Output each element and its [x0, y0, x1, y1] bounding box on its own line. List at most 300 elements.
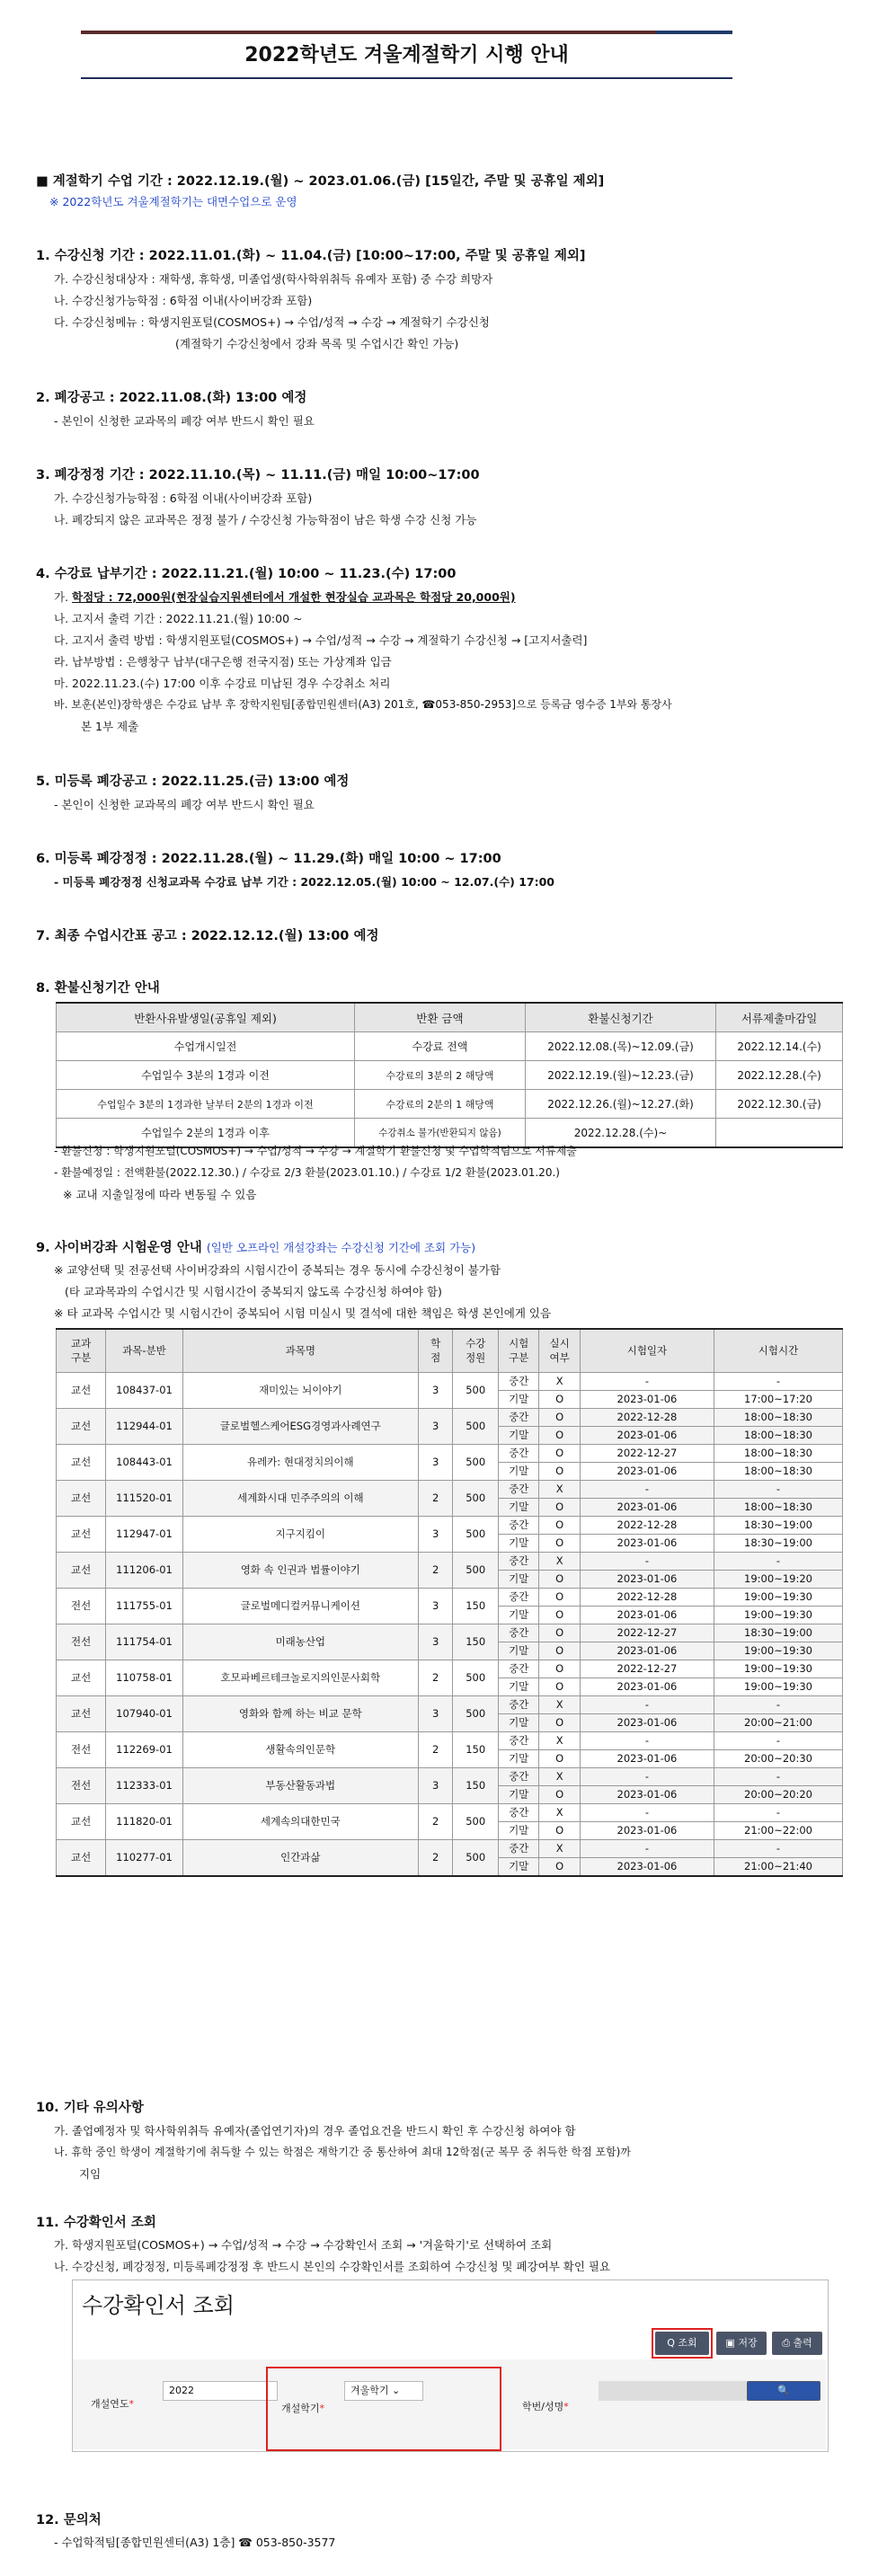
exam-cell-type: 기말 [498, 1462, 538, 1480]
save-icon: ▣ [725, 2337, 739, 2349]
exam-cell-credit: 3 [418, 1516, 453, 1552]
exam-cell-time: 18:30~19:00 [714, 1516, 843, 1534]
refund-row [57, 1090, 843, 1119]
title-bar-top-accent [656, 31, 732, 34]
s4-item: 바. 보훈(본인)장학생은 수강료 납부 후 장학지원팀[종합민원센터(A3) 201호, ☎053-850-2953]으로 등록금 영수증 1부와 통장사 [54, 698, 672, 711]
exam-cell-type: 기말 [498, 1642, 538, 1660]
exam-cell-time: 19:00~19:20 [714, 1570, 843, 1588]
exam-cell-capacity: 500 [453, 1839, 499, 1876]
exam-cell-capacity: 500 [453, 1803, 499, 1839]
required-mark: * [129, 2398, 135, 2410]
exam-cell-type: 기말 [498, 1749, 538, 1767]
exam-cell-capacity: 500 [453, 1552, 499, 1588]
s8-heading: 8. 환불신청기간 안내 [36, 981, 160, 996]
exam-cell-type: 기말 [498, 1570, 538, 1588]
exam-cell-capacity: 500 [453, 1444, 499, 1480]
exam-cell-code: 111755-01 [106, 1588, 182, 1624]
title-underline [81, 77, 732, 79]
find-student-button[interactable] [747, 2381, 820, 2401]
exam-header: 교과 구분 [57, 1329, 106, 1372]
exam-cell-date: - [580, 1803, 714, 1821]
s4-heading: 4. 수강료 납부기간 : 2022.11.21.(월) 10:00 ~ 11.23.(수) 17:00 [36, 567, 457, 581]
s6-heading: 6. 미등록 폐강정정 : 2022.11.28.(월) ~ 11.29.(화) 매일 10:00 ~ 17:00 [36, 852, 501, 866]
exam-header-row [57, 1329, 843, 1372]
exam-cell-type: 기말 [498, 1677, 538, 1695]
exam-cell-date: 2023-01-06 [580, 1570, 714, 1588]
exam-cell-date: 2023-01-06 [580, 1498, 714, 1516]
exam-row [57, 1731, 843, 1749]
exam-cell-held: O [539, 1677, 580, 1695]
exam-cell-credit: 3 [418, 1695, 453, 1731]
exam-cell-type: 중간 [498, 1480, 538, 1498]
exam-cell-date: 2023-01-06 [580, 1821, 714, 1839]
exam-cell-held: O [539, 1426, 580, 1444]
s5-item: - 본인이 신청한 교과목의 폐강 여부 반드시 확인 필요 [54, 798, 315, 811]
exam-cell-name: 글로벌헬스케어ESG경영과사례연구 [182, 1408, 418, 1444]
exam-cell-date: 2022-12-27 [580, 1624, 714, 1642]
exam-cell-type: 중간 [498, 1624, 538, 1642]
exam-cell-credit: 2 [418, 1480, 453, 1516]
exam-cell-code: 111206-01 [106, 1552, 182, 1588]
s8-note: - 환불신청 : 학생지원포털(COSMOS+) → 수업/성적 → 수강 → 계절학기 환불신청 및 수업학적팀으로 서류제출 [54, 1145, 577, 1157]
exam-cell-held: X [539, 1731, 580, 1749]
print-button[interactable] [772, 2332, 822, 2355]
exam-cell-type: 기말 [498, 1857, 538, 1876]
exam-cell-date: 2022-12-28 [580, 1516, 714, 1534]
exam-cell-category: 교선 [57, 1408, 106, 1444]
refund-cell: 2022.12.19.(월)~12.23.(금) [525, 1061, 715, 1090]
save-button[interactable] [716, 2332, 767, 2355]
exam-cell-type: 중간 [498, 1516, 538, 1534]
exam-cell-date: 2023-01-06 [580, 1677, 714, 1695]
exam-cell-time: 20:00~20:20 [714, 1785, 843, 1803]
exam-cell-time: 19:00~19:30 [714, 1677, 843, 1695]
exam-cell-credit: 3 [418, 1588, 453, 1624]
exam-cell-name: 재미있는 뇌이야기 [182, 1372, 418, 1408]
refund-cell: 2022.12.08.(목)~12.09.(금) [525, 1032, 715, 1061]
exam-cell-capacity: 500 [453, 1408, 499, 1444]
exam-cell-time: 17:00~17:20 [714, 1390, 843, 1408]
s10-item: 나. 휴학 중인 학생이 계절학기에 취득할 수 있는 학점은 재학기간 중 통산하여 최대 12학점(군 복무 중 취득한 학점 포함)까 [54, 2146, 631, 2158]
exam-cell-time: 21:00~22:00 [714, 1821, 843, 1839]
exam-cell-time: - [714, 1731, 843, 1749]
exam-cell-held: O [539, 1642, 580, 1660]
refund-header: 반환 금액 [355, 1003, 526, 1032]
refund-cell: 수업개시일전 [57, 1032, 355, 1061]
exam-cell-time: 20:00~21:00 [714, 1713, 843, 1731]
exam-cell-held: O [539, 1462, 580, 1480]
exam-cell-type: 기말 [498, 1390, 538, 1408]
s9-note: (타 교과목과의 수업시간 및 시험시간이 중복되지 않도록 수강신청 하여야 함) [65, 1285, 442, 1298]
exam-cell-held: O [539, 1857, 580, 1876]
exam-cell-name: 생활속의인문학 [182, 1731, 418, 1767]
refund-cell: 수강취소 불가(반환되지 않음) [355, 1119, 526, 1148]
id-label [522, 2399, 569, 2413]
exam-cell-date: 2023-01-06 [580, 1390, 714, 1408]
exam-cell-category: 교선 [57, 1695, 106, 1731]
exam-cell-time: 19:00~19:30 [714, 1588, 843, 1606]
exam-cell-type: 기말 [498, 1785, 538, 1803]
exam-cell-credit: 3 [418, 1408, 453, 1444]
s12-item: - 수업학적팀[종합민원센터(A3) 1층] ☎ 053-850-3577 [54, 2536, 336, 2549]
exam-cell-time: 19:00~19:30 [714, 1642, 843, 1660]
exam-cell-held: X [539, 1372, 580, 1390]
exam-cell-type: 중간 [498, 1731, 538, 1749]
s4-item-a-prefix: 가. [54, 590, 73, 604]
exam-cell-credit: 2 [418, 1552, 453, 1588]
exam-cell-name: 세계속의대한민국 [182, 1803, 418, 1839]
exam-cell-type: 기말 [498, 1606, 538, 1624]
refund-row [57, 1032, 843, 1061]
refund-header-row [57, 1003, 843, 1032]
exam-cell-name: 세계화시대 민주주의의 이해 [182, 1480, 418, 1516]
exam-cell-time: 19:00~19:30 [714, 1606, 843, 1624]
s7-heading: 7. 최종 수업시간표 공고 : 2022.12.12.(월) 13:00 예정 [36, 929, 379, 943]
chevron-down-icon: ⌄ [392, 2385, 401, 2396]
s8-note: ※ 교내 지출일정에 따라 변동될 수 있음 [63, 1188, 257, 1201]
refund-cell: 수업일수 3분의 1경과한 날부터 2분의 1경과 이전 [57, 1090, 355, 1119]
exam-cell-held: X [539, 1767, 580, 1785]
s10-item: 가. 졸업예정자 및 학사학위취득 유예자(졸업연기자)의 경우 졸업요건을 반드시 확인 후 수강신청 하여야 함 [54, 2124, 576, 2138]
required-mark: * [563, 2401, 569, 2412]
exam-cell-credit: 3 [418, 1372, 453, 1408]
exam-cell-date: 2022-12-28 [580, 1408, 714, 1426]
s10-heading: 10. 기타 유의사항 [36, 2101, 144, 2115]
exam-cell-name: 유레카: 현대정치의이해 [182, 1444, 418, 1480]
exam-cell-credit: 2 [418, 1839, 453, 1876]
exam-table [56, 1328, 843, 1877]
screenshot-panel [72, 2279, 829, 2452]
exam-header: 수강 정원 [453, 1329, 499, 1372]
exam-cell-capacity: 150 [453, 1767, 499, 1803]
exam-row [57, 1372, 843, 1390]
s1-item: 가. 수강신청대상자 : 재학생, 휴학생, 미졸업생(학사학위취득 유예자 포함) 중 수강 희망자 [54, 272, 493, 286]
exam-cell-time: 21:00~21:40 [714, 1857, 843, 1876]
exam-cell-time: 18:00~18:30 [714, 1444, 843, 1462]
refund-table [56, 1002, 843, 1148]
id-input[interactable] [599, 2381, 660, 2401]
exam-cell-code: 112333-01 [106, 1767, 182, 1803]
s11-heading: 11. 수강확인서 조회 [36, 2216, 156, 2230]
s2-heading: 2. 폐강공고 : 2022.11.08.(화) 13:00 예정 [36, 391, 307, 405]
s1-heading: 1. 수강신청 기간 : 2022.11.01.(화) ~ 11.04.(금) [10:00~17:00, 주말 및 공휴일 제외] [36, 249, 586, 263]
exam-cell-category: 교선 [57, 1372, 106, 1408]
exam-row [57, 1803, 843, 1821]
exam-cell-capacity: 500 [453, 1480, 499, 1516]
exam-cell-held: O [539, 1390, 580, 1408]
intro-period: ■ 계절학기 수업 기간 : 2022.12.19.(월) ~ 2023.01.06.(금) [15일간, 주말 및 공휴일 제외] [36, 174, 605, 189]
exam-cell-type: 중간 [498, 1444, 538, 1462]
search-button-label: Q 조회 [667, 2337, 697, 2349]
exam-cell-held: O [539, 1570, 580, 1588]
exam-cell-capacity: 500 [453, 1372, 499, 1408]
exam-cell-time: 18:30~19:00 [714, 1624, 843, 1642]
exam-cell-credit: 3 [418, 1444, 453, 1480]
exam-cell-held: X [539, 1695, 580, 1713]
refund-cell: 2022.12.26.(월)~12.27.(화) [525, 1090, 715, 1119]
s9-heading [36, 1237, 475, 1256]
s11-item: 나. 수강신청, 폐강정정, 미등록폐강정정 후 반드시 본인의 수강확인서를 조회하여 수강신청 및 폐강여부 확인 필요 [54, 2260, 611, 2273]
exam-cell-date: - [580, 1552, 714, 1570]
exam-cell-time: 18:00~18:30 [714, 1498, 843, 1516]
exam-cell-date: 2023-01-06 [580, 1857, 714, 1876]
refund-cell: 수강료 전액 [355, 1032, 526, 1061]
exam-cell-type: 중간 [498, 1588, 538, 1606]
exam-cell-held: X [539, 1552, 580, 1570]
exam-cell-time: - [714, 1767, 843, 1785]
term-select[interactable] [344, 2381, 423, 2401]
s4-item: 나. 고지서 출력 기간 : 2022.11.21.(월) 10:00 ~ [54, 612, 303, 625]
exam-header: 과목명 [182, 1329, 418, 1372]
refund-header: 환불신청기간 [525, 1003, 715, 1032]
s1-item: 다. 수강신청메뉴 : 학생지원포털(COSMOS+) → 수업/성적 → 수강 → 계절학기 수강신청 [54, 315, 490, 329]
refund-cell: 수강료의 2분의 1 해당액 [355, 1090, 526, 1119]
exam-cell-date: - [580, 1480, 714, 1498]
exam-cell-date: 2023-01-06 [580, 1785, 714, 1803]
exam-row [57, 1444, 843, 1462]
exam-cell-date: - [580, 1731, 714, 1749]
exam-cell-code: 111754-01 [106, 1624, 182, 1660]
exam-cell-category: 전선 [57, 1767, 106, 1803]
exam-row [57, 1480, 843, 1498]
exam-cell-type: 기말 [498, 1498, 538, 1516]
year-label-text: 개설연도 [91, 2398, 129, 2410]
save-button-label: 저장 [738, 2337, 758, 2349]
s8-note: - 환불예정일 : 전액환불(2022.12.30.) / 수강료 2/3 환불(2023.01.10.) / 수강료 1/2 환불(2023.01.20.) [54, 1166, 560, 1179]
exam-cell-category: 교선 [57, 1552, 106, 1588]
refund-cell: 2022.12.28.(수)~ [525, 1119, 715, 1148]
term-select-value: 겨울학기 [350, 2385, 389, 2396]
exam-cell-held: O [539, 1606, 580, 1624]
s12-heading: 12. 문의처 [36, 2513, 102, 2527]
exam-cell-credit: 2 [418, 1660, 453, 1695]
exam-cell-category: 전선 [57, 1588, 106, 1624]
s3-heading: 3. 폐강정정 기간 : 2022.11.10.(목) ~ 11.11.(금) 매일 10:00~17:00 [36, 468, 480, 482]
exam-cell-name: 인간과삶 [182, 1839, 418, 1876]
exam-cell-name: 호모파베르테크놀로지의인문사회학 [182, 1660, 418, 1695]
s1-item-cont: (계절학기 수강신청에서 강좌 목록 및 수업시간 확인 가능) [175, 337, 459, 350]
exam-cell-code: 108437-01 [106, 1372, 182, 1408]
exam-cell-code: 110277-01 [106, 1839, 182, 1876]
exam-cell-held: O [539, 1588, 580, 1606]
exam-cell-held: O [539, 1749, 580, 1767]
term-label [281, 2401, 324, 2415]
exam-cell-type: 기말 [498, 1821, 538, 1839]
exam-row [57, 1516, 843, 1534]
exam-cell-time: 19:00~19:30 [714, 1660, 843, 1677]
exam-cell-date: 2023-01-06 [580, 1534, 714, 1552]
exam-header: 학 점 [418, 1329, 453, 1372]
s4-item: 다. 고지서 출력 방법 : 학생지원포털(COSMOS+) → 수업/성적 → 수강 → 계절학기 수강신청 → [고지서출력] [54, 633, 588, 647]
exam-cell-category: 교선 [57, 1839, 106, 1876]
name-input[interactable] [659, 2381, 747, 2401]
exam-cell-held: O [539, 1516, 580, 1534]
exam-cell-type: 기말 [498, 1713, 538, 1731]
exam-cell-type: 중간 [498, 1803, 538, 1821]
exam-cell-credit: 2 [418, 1731, 453, 1767]
refund-cell: 2022.12.14.(수) [716, 1032, 843, 1061]
required-mark: * [319, 2403, 325, 2414]
exam-cell-credit: 3 [418, 1767, 453, 1803]
exam-cell-date: 2022-12-27 [580, 1444, 714, 1462]
s11-item: 가. 학생지원포털(COSMOS+) → 수업/성적 → 수강 → 수강확인서 조회 → '겨울학기'로 선택하여 조회 [54, 2238, 553, 2252]
exam-row [57, 1839, 843, 1857]
exam-row [57, 1695, 843, 1713]
exam-cell-capacity: 500 [453, 1516, 499, 1552]
exam-header: 과목-분반 [106, 1329, 182, 1372]
exam-cell-category: 교선 [57, 1660, 106, 1695]
search-icon: 🔍 [777, 2385, 790, 2396]
exam-header: 시험시간 [714, 1329, 843, 1372]
s1-item: 나. 수강신청가능학점 : 6학점 이내(사이버강좌 포함) [54, 294, 313, 307]
s4-item-a [54, 589, 516, 605]
s9-heading-note: (일반 오프라인 개설강좌는 수강신청 기간에 조회 가능) [206, 1241, 476, 1254]
exam-cell-category: 전선 [57, 1731, 106, 1767]
print-icon: ⎙ [782, 2337, 794, 2349]
exam-cell-name: 영화 속 인권과 법률이야기 [182, 1552, 418, 1588]
exam-cell-held: X [539, 1803, 580, 1821]
year-input[interactable]: 2022 [163, 2381, 278, 2401]
exam-row [57, 1408, 843, 1426]
exam-cell-held: O [539, 1444, 580, 1462]
exam-row [57, 1767, 843, 1785]
exam-cell-time: - [714, 1839, 843, 1857]
exam-cell-time: - [714, 1695, 843, 1713]
refund-header: 서류제출마감일 [716, 1003, 843, 1032]
exam-cell-name: 지구지킴이 [182, 1516, 418, 1552]
exam-cell-category: 교선 [57, 1803, 106, 1839]
s9-note: ※ 타 교과목 수업시간 및 시험시간이 중복되어 시험 미실시 및 결석에 대한 책임은 학생 본인에게 있음 [54, 1306, 552, 1320]
exam-cell-time: - [714, 1803, 843, 1821]
refund-header: 반환사유발생일(공휴일 제외) [57, 1003, 355, 1032]
exam-cell-time: 20:00~20:30 [714, 1749, 843, 1767]
exam-cell-code: 110758-01 [106, 1660, 182, 1695]
intro-note: ※ 2022학년도 겨울계절학기는 대면수업으로 운영 [49, 195, 297, 208]
exam-cell-date: - [580, 1767, 714, 1785]
exam-cell-code: 108443-01 [106, 1444, 182, 1480]
exam-cell-code: 111820-01 [106, 1803, 182, 1839]
exam-cell-time: 18:00~18:30 [714, 1408, 843, 1426]
exam-cell-code: 111520-01 [106, 1480, 182, 1516]
print-button-label: 출력 [793, 2337, 812, 2349]
id-label-text: 학번/성명 [522, 2401, 564, 2412]
exam-cell-time: - [714, 1480, 843, 1498]
exam-cell-held: O [539, 1408, 580, 1426]
exam-cell-type: 중간 [498, 1695, 538, 1713]
exam-cell-held: O [539, 1785, 580, 1803]
exam-cell-name: 영화와 함께 하는 비교 문학 [182, 1695, 418, 1731]
exam-header: 시험 구분 [498, 1329, 538, 1372]
s4-item: 라. 납부방법 : 은행창구 납부(대구은행 전국지점) 또는 가상계좌 입금 [54, 655, 392, 668]
exam-cell-held: O [539, 1498, 580, 1516]
exam-cell-type: 기말 [498, 1534, 538, 1552]
exam-row [57, 1660, 843, 1677]
exam-cell-category: 교선 [57, 1480, 106, 1516]
refund-cell: 수업일수 3분의 1경과 이전 [57, 1061, 355, 1090]
exam-cell-type: 중간 [498, 1372, 538, 1390]
exam-cell-date: 2022-12-27 [580, 1660, 714, 1677]
exam-cell-name: 글로벌메디컬커뮤니케이션 [182, 1588, 418, 1624]
exam-cell-time: - [714, 1372, 843, 1390]
s4-item: 마. 2022.11.23.(수) 17:00 이후 수강료 미납된 경우 수강취소 처리 [54, 677, 391, 690]
exam-cell-held: O [539, 1624, 580, 1642]
refund-cell: 2022.12.28.(수) [716, 1061, 843, 1090]
exam-cell-name: 부동산활동과법 [182, 1767, 418, 1803]
exam-cell-date: - [580, 1695, 714, 1713]
exam-cell-category: 교선 [57, 1444, 106, 1480]
s2-item: - 본인이 신청한 교과목의 폐강 여부 반드시 확인 필요 [54, 414, 315, 428]
s4-fee: 학점당 : 72,000원(현장실습지원센터에서 개설한 현장실습 교과목은 학점당 20,000원) [72, 590, 516, 604]
exam-cell-time: - [714, 1552, 843, 1570]
s5-heading: 5. 미등록 폐강공고 : 2022.11.25.(금) 13:00 예정 [36, 775, 350, 789]
exam-cell-code: 112944-01 [106, 1408, 182, 1444]
exam-cell-type: 중간 [498, 1408, 538, 1426]
exam-cell-category: 전선 [57, 1624, 106, 1660]
exam-cell-type: 중간 [498, 1839, 538, 1857]
exam-cell-time: 18:00~18:30 [714, 1462, 843, 1480]
exam-header: 실시 여부 [539, 1329, 580, 1372]
exam-cell-held: O [539, 1534, 580, 1552]
exam-cell-capacity: 150 [453, 1731, 499, 1767]
exam-cell-category: 교선 [57, 1516, 106, 1552]
exam-cell-code: 107940-01 [106, 1695, 182, 1731]
s4-item-cont: 본 1부 제출 [81, 720, 139, 733]
exam-row [57, 1588, 843, 1606]
exam-cell-date: 2023-01-06 [580, 1749, 714, 1767]
exam-cell-code: 112947-01 [106, 1516, 182, 1552]
title-bar-top [81, 31, 656, 34]
exam-cell-capacity: 500 [453, 1660, 499, 1695]
exam-cell-date: 2023-01-06 [580, 1642, 714, 1660]
exam-cell-date: - [580, 1372, 714, 1390]
s9-note: ※ 교양선택 및 전공선택 사이버강좌의 시험시간이 중복되는 경우 동시에 수강신청이 불가함 [54, 1263, 501, 1277]
exam-row [57, 1552, 843, 1570]
exam-cell-time: 18:00~18:30 [714, 1426, 843, 1444]
exam-cell-held: O [539, 1821, 580, 1839]
exam-cell-date: - [580, 1839, 714, 1857]
exam-cell-capacity: 150 [453, 1624, 499, 1660]
page-title: 2022학년도 겨울계절학기 시행 안내 [244, 44, 569, 66]
exam-cell-credit: 3 [418, 1624, 453, 1660]
exam-cell-code: 112269-01 [106, 1731, 182, 1767]
exam-cell-held: X [539, 1480, 580, 1498]
exam-cell-type: 기말 [498, 1426, 538, 1444]
exam-cell-date: 2023-01-06 [580, 1426, 714, 1444]
exam-cell-date: 2022-12-28 [580, 1588, 714, 1606]
highlight-box [652, 2328, 713, 2359]
refund-cell: 2022.12.30.(금) [716, 1090, 843, 1119]
s3-item: 가. 수강신청가능학점 : 6학점 이내(사이버강좌 포함) [54, 491, 313, 505]
exam-row [57, 1624, 843, 1642]
exam-cell-held: O [539, 1660, 580, 1677]
exam-cell-date: 2023-01-06 [580, 1713, 714, 1731]
s6-item: - 미등록 폐강정정 신청교과목 수강료 납부 기간 : 2022.12.05.(월) 10:00 ~ 12.07.(수) 17:00 [54, 875, 554, 889]
s3-item: 나. 폐강되지 않은 교과목은 정정 불가 / 수강신청 가능학점이 남은 학생 수강 신청 가능 [54, 513, 477, 527]
exam-cell-date: 2023-01-06 [580, 1462, 714, 1480]
refund-cell [716, 1119, 843, 1148]
exam-header: 시험일자 [580, 1329, 714, 1372]
exam-cell-type: 중간 [498, 1660, 538, 1677]
term-label-text: 개설학기 [281, 2403, 320, 2414]
exam-cell-credit: 2 [418, 1803, 453, 1839]
exam-cell-held: X [539, 1839, 580, 1857]
exam-cell-capacity: 150 [453, 1588, 499, 1624]
refund-cell: 수업일수 2분의 1경과 이후 [57, 1119, 355, 1148]
exam-cell-name: 미래농산업 [182, 1624, 418, 1660]
exam-cell-held: O [539, 1713, 580, 1731]
screen-title: 수강확인서 조회 [82, 2293, 235, 2318]
year-label [91, 2396, 134, 2411]
